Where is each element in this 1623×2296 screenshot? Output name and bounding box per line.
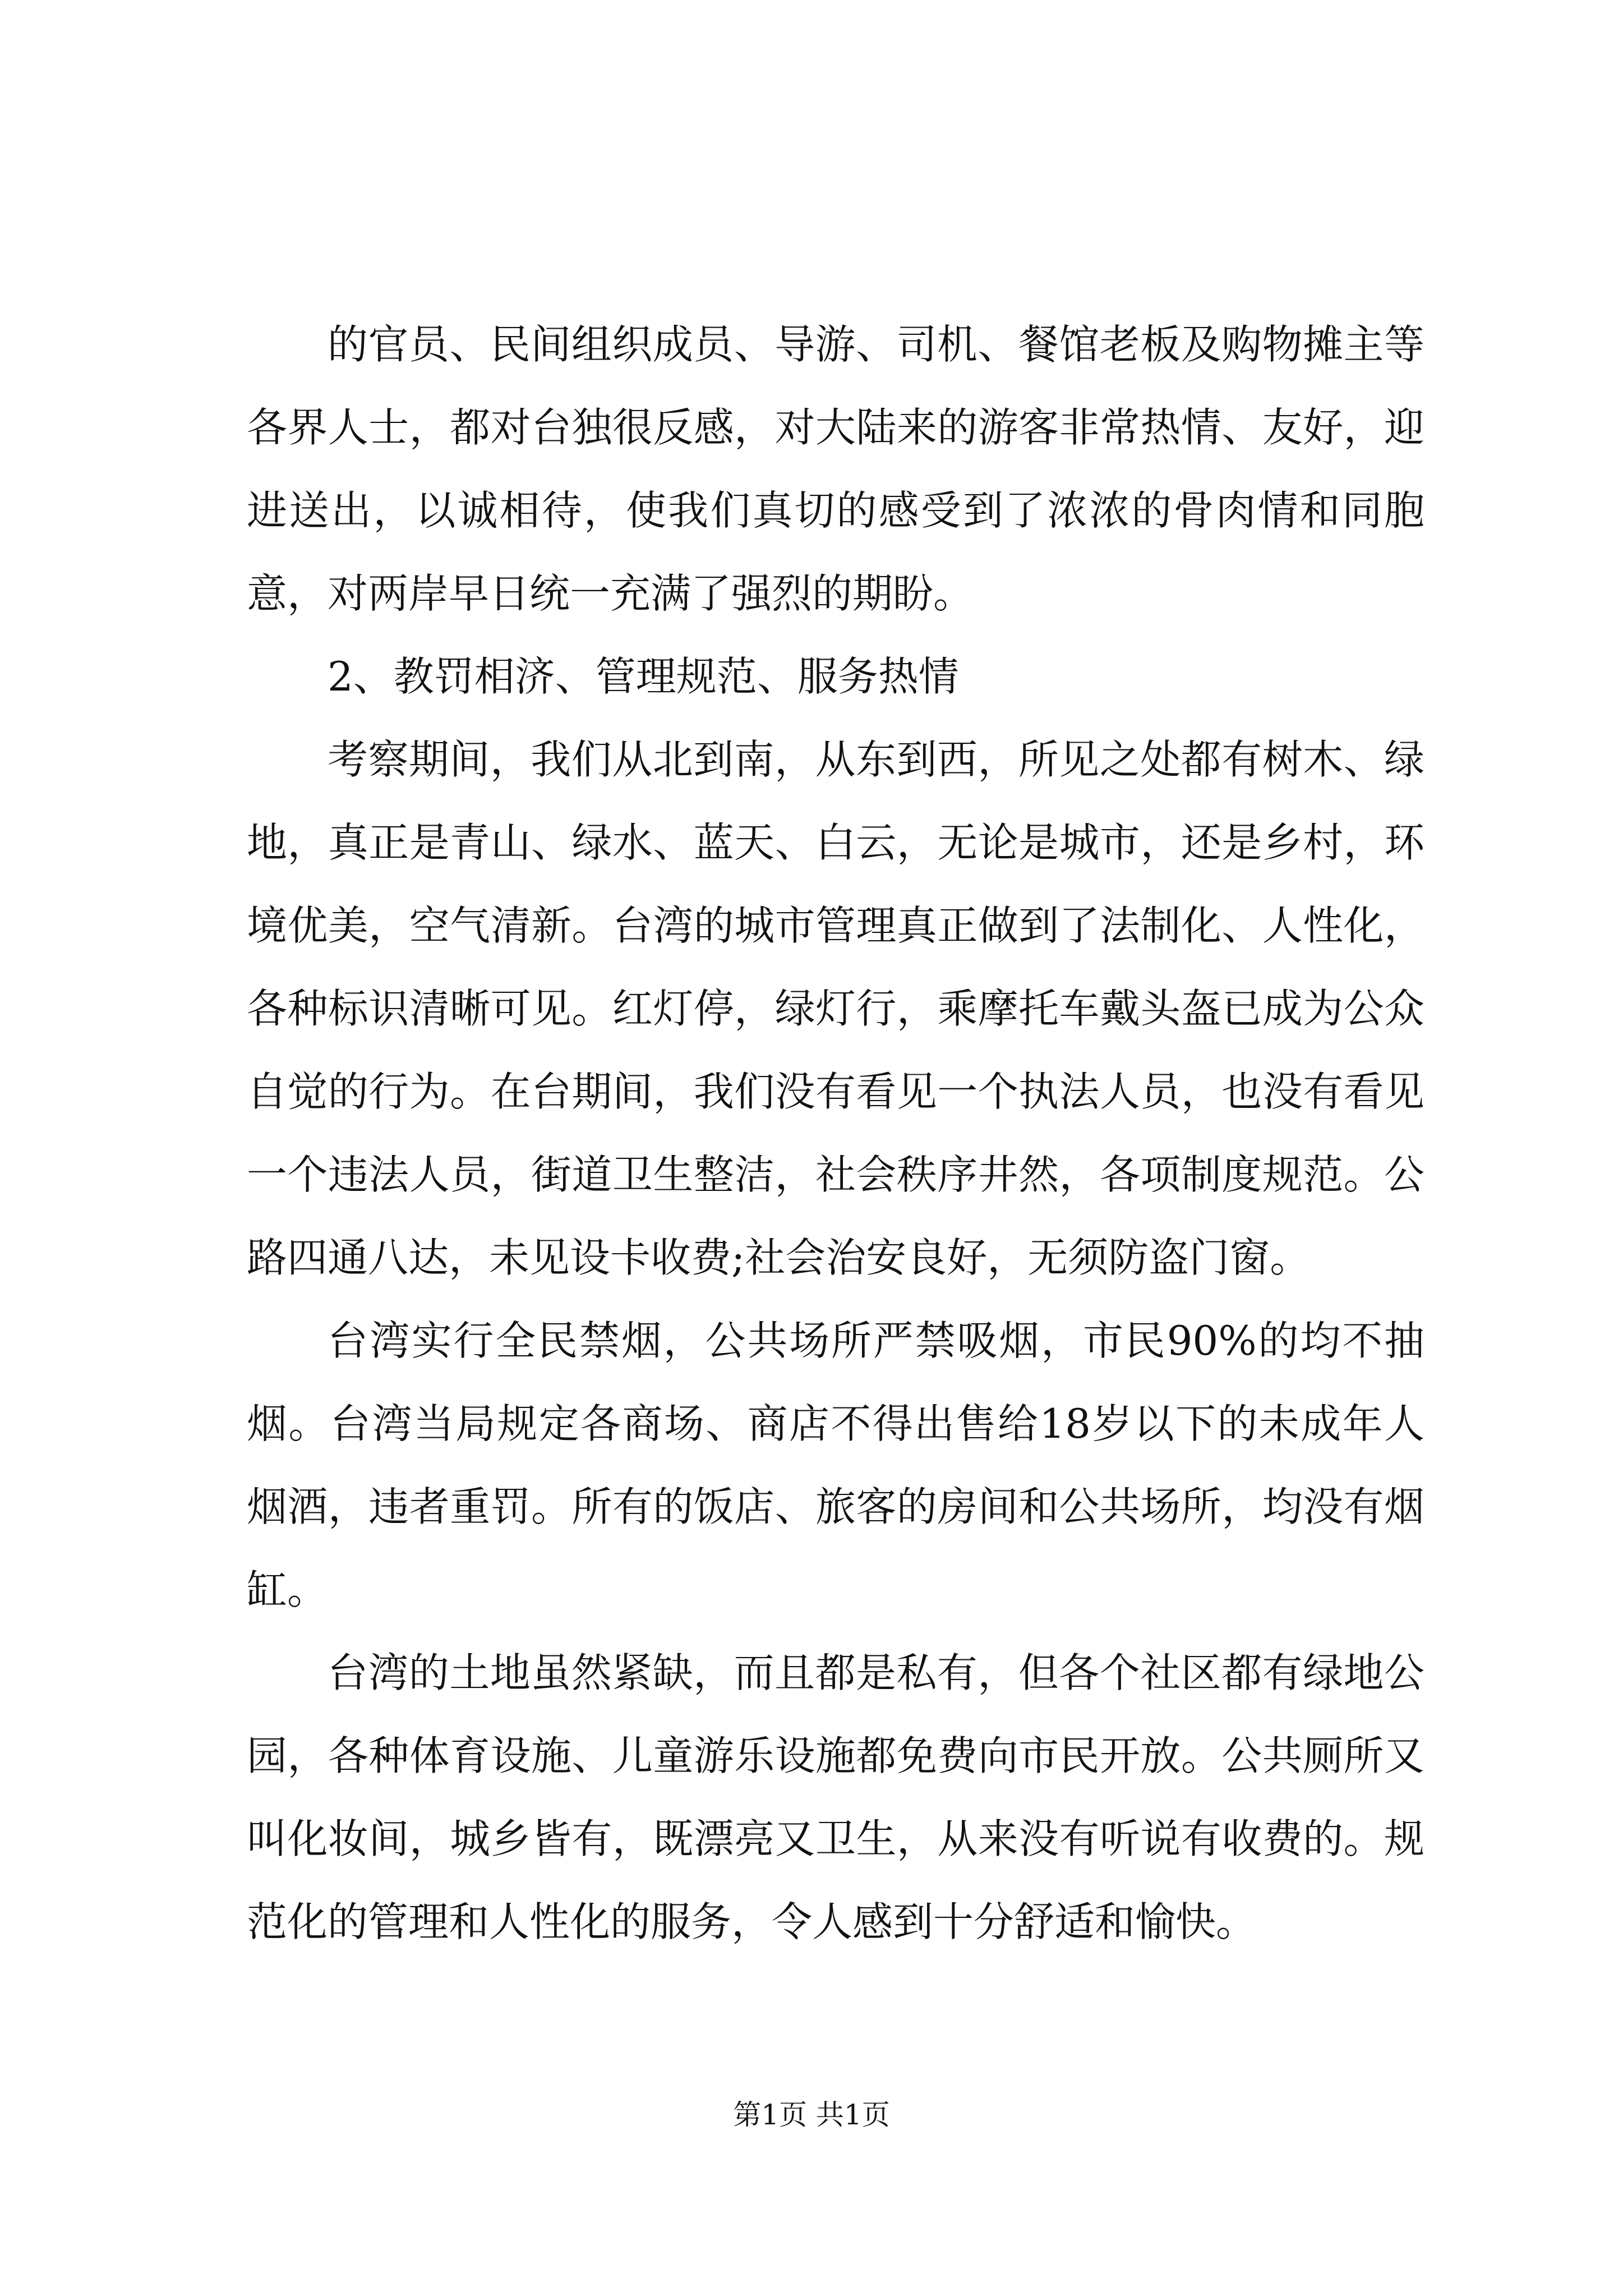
paragraph-4: 台湾的土地虽然紧缺，而且都是私有，但各个社区都有绿地公园，各种体育设施、儿童游乐设施都免费向市民开放。公共厕所又叫化妆间，城乡皆有，既漂亮又卫生，从来没有听说有收费的。规范化的管理和人性化的服务，令人感到十分舒适和愉快。 [247, 1649, 1424, 1945]
paragraph-3: 台湾实行全民禁烟，公共场所严禁吸烟，市民90%的均不抽烟。台湾当局规定各商场、商店不得出售给18岁以下的未成年人烟酒，违者重罚。所有的饭店、旅客的房间和公共场所，均没有烟缸。 [247, 1317, 1424, 1613]
page-footer: 第1页 共1页 [733, 2099, 890, 2131]
paragraph-2: 考察期间，我们从北到南，从东到西，所见之处都有树木、绿地，真正是青山、绿水、蓝天、白云，无论是城市，还是乡村，环境优美，空气清新。台湾的城市管理真正做到了法制化、人性化，各种标识清晰可见。红灯停，绿灯行，乘摩托车戴头盔已成为公众自觉的行为。在台期间，我们没有看见一个执法人员，也没有看见一个违法人员，街道卫生整洁，社会秩序井然，各项制度规范。公路四通八达，未见设卡收费;社会治安良好，无须防盗门窗。 [247, 736, 1424, 1281]
document-body [247, 303, 1424, 1963]
paragraph-1: 的官员、民间组织成员、导游、司机、餐馆老板及购物摊主等各界人士，都对台独很反感，对大陆来的游客非常热情、友好，迎进送出，以诚相待，使我们真切的感受到了浓浓的骨肉情和同胞意，对两岸早日统一充满了强烈的期盼。 [247, 321, 1424, 617]
section-heading: 2、教罚相济、管理规范、服务热情 [328, 653, 959, 700]
